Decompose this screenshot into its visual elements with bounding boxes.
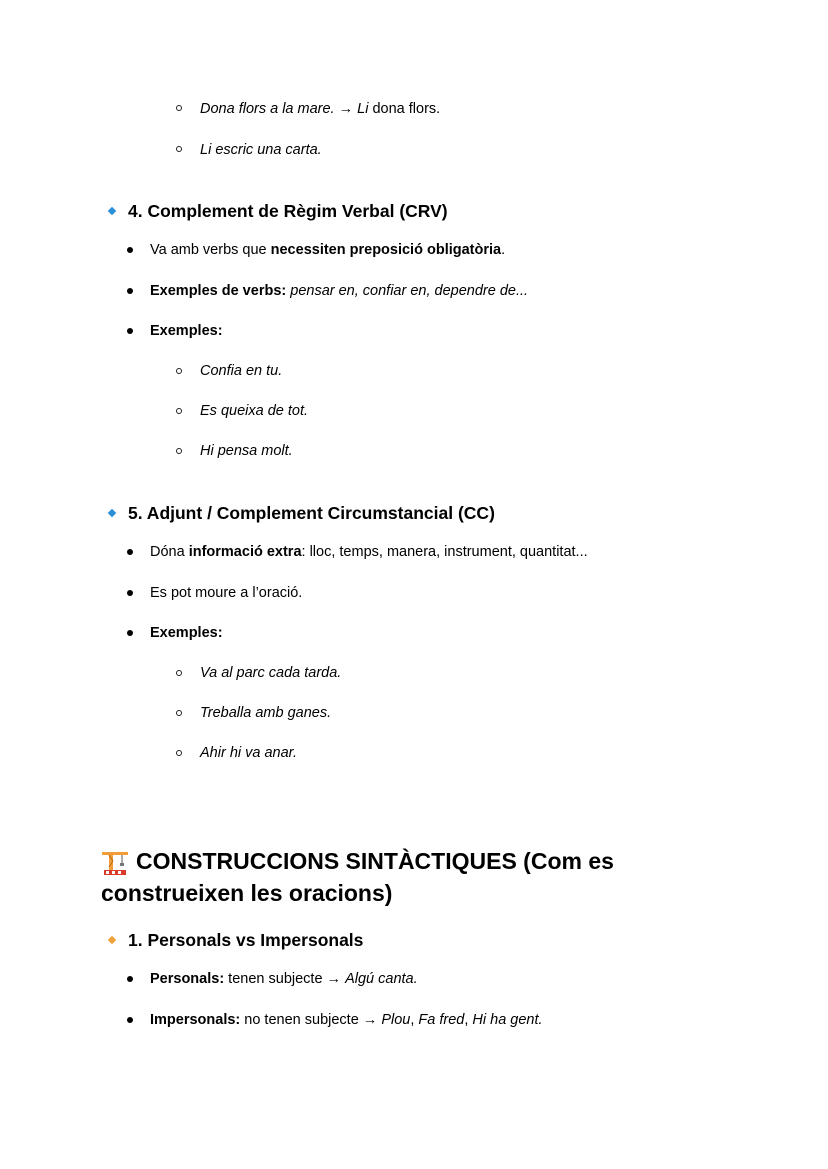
- crv-example: Confia en tu.: [200, 363, 283, 379]
- personals-heading: 1. Personals vs Impersonals: [128, 930, 364, 950]
- bullet-icon: [127, 976, 133, 982]
- cc-bullet-1: Dóna informació extra: lloc, temps, manera, instrument, quantitat...: [150, 544, 588, 560]
- blue-diamond-icon: [108, 207, 116, 215]
- crv-bullet-2: Exemples de verbs: pensar en, confiar en, dependre de...: [150, 283, 529, 299]
- construction-crane-icon: [101, 850, 129, 876]
- hollow-bullet-icon: [176, 368, 182, 374]
- bullet-icon: [127, 549, 133, 555]
- hollow-bullet-icon: [176, 670, 182, 676]
- personals-bullet-1: Personals: tenen subjecte → Algú canta.: [150, 971, 418, 987]
- cc-heading: 5. Adjunt / Complement Circumstancial (CC): [128, 503, 495, 523]
- hollow-bullet-icon: [176, 408, 182, 414]
- crv-bullet-1: Va amb verbs que necessiten preposició obligatòria.: [150, 242, 506, 258]
- example-line: Dona flors a la mare. → Li dona flors.: [200, 101, 441, 117]
- cc-example: Ahir hi va anar.: [200, 745, 297, 761]
- example-line: Li escric una carta.: [200, 142, 322, 158]
- bullet-icon: [127, 288, 133, 294]
- crv-example: Es queixa de tot.: [200, 403, 309, 419]
- hollow-bullet-icon: [176, 146, 182, 152]
- hollow-bullet-icon: [176, 750, 182, 756]
- bullet-icon: [127, 328, 133, 334]
- crv-heading: 4. Complement de Règim Verbal (CRV): [128, 201, 448, 221]
- crv-bullet-3: Exemples:: [150, 323, 223, 339]
- personals-bullet-2: Impersonals: no tenen subjecte → Plou, Fa fred, Hi ha gent.: [150, 1012, 543, 1028]
- hollow-bullet-icon: [176, 448, 182, 454]
- bullet-icon: [127, 630, 133, 636]
- orange-diamond-icon: [108, 936, 116, 944]
- hollow-bullet-icon: [176, 105, 182, 111]
- bullet-icon: [127, 247, 133, 253]
- cc-example: Treballa amb ganes.: [200, 705, 332, 721]
- blue-diamond-icon: [108, 509, 116, 517]
- section-title-line-2: construeixen les oracions): [101, 880, 393, 906]
- bullet-icon: [127, 590, 133, 596]
- cc-bullet-2: Es pot moure a l’oració.: [150, 585, 303, 601]
- cc-bullet-3: Exemples:: [150, 625, 223, 641]
- section-title-line-1: CONSTRUCCIONS SINTÀCTIQUES (Com es: [136, 848, 614, 874]
- bullet-icon: [127, 1017, 133, 1023]
- hollow-bullet-icon: [176, 710, 182, 716]
- crv-example: Hi pensa molt.: [200, 443, 293, 459]
- cc-example: Va al parc cada tarda.: [200, 665, 342, 681]
